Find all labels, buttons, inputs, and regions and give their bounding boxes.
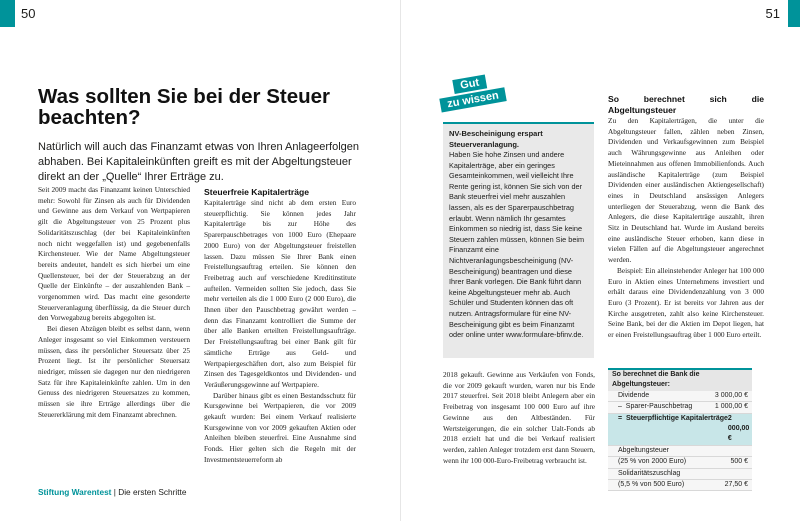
table-row [608,469,752,480]
badge-line-2: zu wissen [439,87,506,112]
table-row-label: (5,5 % von 500 Euro) [618,481,685,489]
table-title: So berechnet die Bank die Abgeltungsteuer: [608,370,752,391]
table-row [608,457,752,468]
page-footer [38,487,186,497]
column-4 [608,94,764,341]
col4-paragraph-2: Beispiel: Ein alleinstehender Anleger hat 100 000 Euro in Aktien eines Unternehmens investiert und erhält daraus eine Dividendenzahlung von 3 000 Euro (3 Prozent). Er ist bereits vor Jahren aus der Kirche ausgetreten, zahlt also keine Kirchensteuer. Seine Bank, bei der die Aktien im Depot liegen, hat er einen Freistellungsauftrag über 1 000 Euro erteilt. [608,265,764,340]
calculation-table [608,368,752,491]
table-row [608,402,752,413]
subheading-steuerfreie-kapitalertraege: Steuerfreie Kapitalerträge [204,187,310,197]
subheading-abgeltungsteuer: So berechnet sich die Abgeltungsteuer [608,94,764,115]
table-row-value: 3 000,00 € [714,391,748,399]
table-row-value: 27,50 € [724,481,748,489]
table-row-value: 2 000,00 € [727,414,750,443]
teal-corner-right [788,0,800,27]
page-number-right: 51 [765,6,780,21]
gut-zu-wissen-badge [436,69,507,113]
table-row-value: 500 € [730,458,748,466]
table-row [608,480,752,491]
table-row-value: 1 000,00 € [714,403,748,411]
info-box-text: Haben Sie hohe Zinsen und andere Kapitalerträge, aber ein geringes Gesamteinkommen, weil vielleicht Ihre Rente gering ist, können Sie sich von der Bank steuerfrei viel mehr auszahlen lassen, als es der Sparerpauschbetrag erlaubt. Wenn nämlich Ihr gesamtes Einkommen so niedrig ist, dass Sie keine Steuern zahlen müssen, können Sie beim Finanzamt eine Nichtveranlagungsbescheinigung (NV-Bescheinigung) beantragen und diese Ihrer Bank vorlegen. Die Bank führt dann keine Abgeltungsteuer mehr ab. Auch Schüler und Studenten können das oft nutzen. Antragsformulare für eine NV-Bescheinigung gibt es beim Finanzamt oder online unter www.formulare-bfinv.de. [449,150,585,340]
book-spine [400,0,401,521]
table-row-label: = Steuerpflichtige Kapitalerträge [618,414,728,422]
info-box-title: NV-Bescheinigung erspart Steuerveranlagung. [449,129,543,149]
lead-paragraph: Natürlich will auch das Finanzamt etwas von Ihren Anlageerfolgen abhaben. Bei Kapitaleinkünften greift es mit der Abgeltungsteuer direkt an der „Quelle“ Ihrer Erträge zu. [38,141,360,183]
table-row-label: – Sparer-Pauschbetrag [618,403,693,411]
footer-brand: Stiftung Warentest [38,487,112,497]
col3-paragraph-1: 2018 gekauft. Gewinne aus Verkäufen von Fonds, die vor 2009 gekauft wurden, waren nur bis Ende 2017 steuerfrei. Seit 2018 bleibt Anlegern aber ein Freibetrag von insgesamt 100 000 Euro auf ihre Gewinne aus den Altbeständen. Für Wertsteigerungen, die ein solcher Ualt-Fonds ab 2018 erzielt hat und die bei Verkauf realisiert werden, zahlen Anleger trotzdem erst dann Steuern, wenn ihr 100 000-Euro-Freibetrag verbraucht ist. [443,370,595,465]
table-row [608,446,752,457]
info-box [443,122,594,358]
table-row-label: Dividende [618,391,650,399]
badge-line-1: Gut [452,74,487,94]
col1-paragraph-1: Seit 2009 macht das Finanzamt keinen Unterschied mehr: Sowohl für Zinsen als auch für Dividenden und Gewinne aus dem Verkauf von Wertpapieren gilt die Abgeltungsteuer von 25 Prozent plus Solidaritätszuschlag (der bei Kapitaleinkünften noch nicht weggefallen ist) und gegebenenfalls Kirchensteuer. Wie der Name Abgeltungsteuer bereits andeutet, handelt es sich hierbei um eine Quellensteuer, bei der der Steuerabzug an der Quelle der Einkünfte – der auszahlenden Bank – vorgenommen wird. Das macht eine gesonderte Steuerveranlagung überflüssig, da die Steuer durch den Vorwegabzug bereits abgegolten ist. [38,185,190,323]
col2-paragraph-2: Darüber hinaus gibt es einen Bestandsschutz für Kursgewinne bei Wertpapieren, die vor 2009 gekauft wurden: Bei einem Verkauf realisierte Kursgewinne von vor 2009 gekauften Aktien oder Anleihen bleiben steuerfrei. Eine Ausnahme sind Fonds. Hier gelten sich die Regeln mit der Investmentsteuerreform ab [204,390,356,464]
footer-separator: | [111,487,119,497]
table-row-label: (25 % von 2000 Euro) [618,458,687,466]
column-1 [38,185,190,420]
column-2 [204,187,356,466]
table-row-label: Solidaritätszuschlag [618,469,681,477]
col1-paragraph-2: Bei diesen Abzügen bleibt es selbst dann, wenn Anleger insgesamt so viel Einkommen versteuern müssen, dass ihr persönlicher Steuersatz über 25 Prozent liegt. Ist ihr persönlicher Steuersatz niedriger, müssen sie dagegen nur den niedrigeren Satz für ihre Kapitaleinkünfte zahlen. Um in den Genuss des niedrigeren Steuersatzes zu kommen, müssen sie ihre Erträge allerdings über die Steuererklärung mit dem Finanzamt abrechnen. [38,324,190,419]
page-title: Was sollten Sie bei der Steuer beachten? [38,85,331,129]
col4-paragraph-1: Zu den Kapitalerträgen, die unter die Abgeltungsteuer fallen, zählen neben Zinsen, Dividenden und Verkaufsgewinnen zum Beispiel auch Währungsgewinne aus Anleihen oder Mieteinnahmen aus offenen Immobilienfonds. Auch ausländische Kapitalerträge (zum Beispiel Dividenden einer ausländischen Aktiengesellschaft) eines in Deutschland ansässigen Anlegers unterliegen der Steuerabzug, wenn die Bank des Anlegers, die diese Kapitalerträge auszahlt, ihren Sitz in Deutschland hat. Wurde im Ausland bereits eine ausländische Steuer erhoben, kann diese in vielen Fällen auf die Abgeltungsteuer angerechnet werden. [608,116,764,265]
page-number-left: 50 [21,6,36,21]
table-row-highlighted [608,414,752,446]
col2-paragraph-1: Kapitalerträge sind nicht ab dem ersten Euro steuerpflichtig. Sie können jedes Jahr Kapitalerträge bis zur Höhe des Sparerpauschbetrages von 1000 Euro (Ehepaare 2000 Euro) von der Abgeltungsteuer freistellen lassen. Dazu müssen Sie Ihrer Bank einen Freistellungsauftrag erteilen. Sie können den Freibetrag auch auf verschiedene Kreditinstitute aufteilen. Vermeiden sollten Sie jedoch, dass Sie mehr verteilen als die 1 000 Euro (2 000 Euro), die Ihnen über den Pauschbetrag gewährt werden – denn das Finanzamt kontrolliert die Summe der über alle Banken erteilten Freistellungsaufträge. Der Freistellungsauftrag bei einer Bank gilt für sämtliche Erträge aus Geld- und Wertpapiergeschäften dort, also zum Beispiel für Zinsen des Tagesgeldkontos und Dividenden- und Veräußerungsgewinne auf Wertpapiere. [204,198,356,389]
footer-section: Die ersten Schritte [118,487,187,497]
table-row-label: Abgeltungsteuer [618,446,669,454]
table-row [608,391,752,402]
column-3 [443,370,595,466]
teal-corner-left [0,0,15,27]
